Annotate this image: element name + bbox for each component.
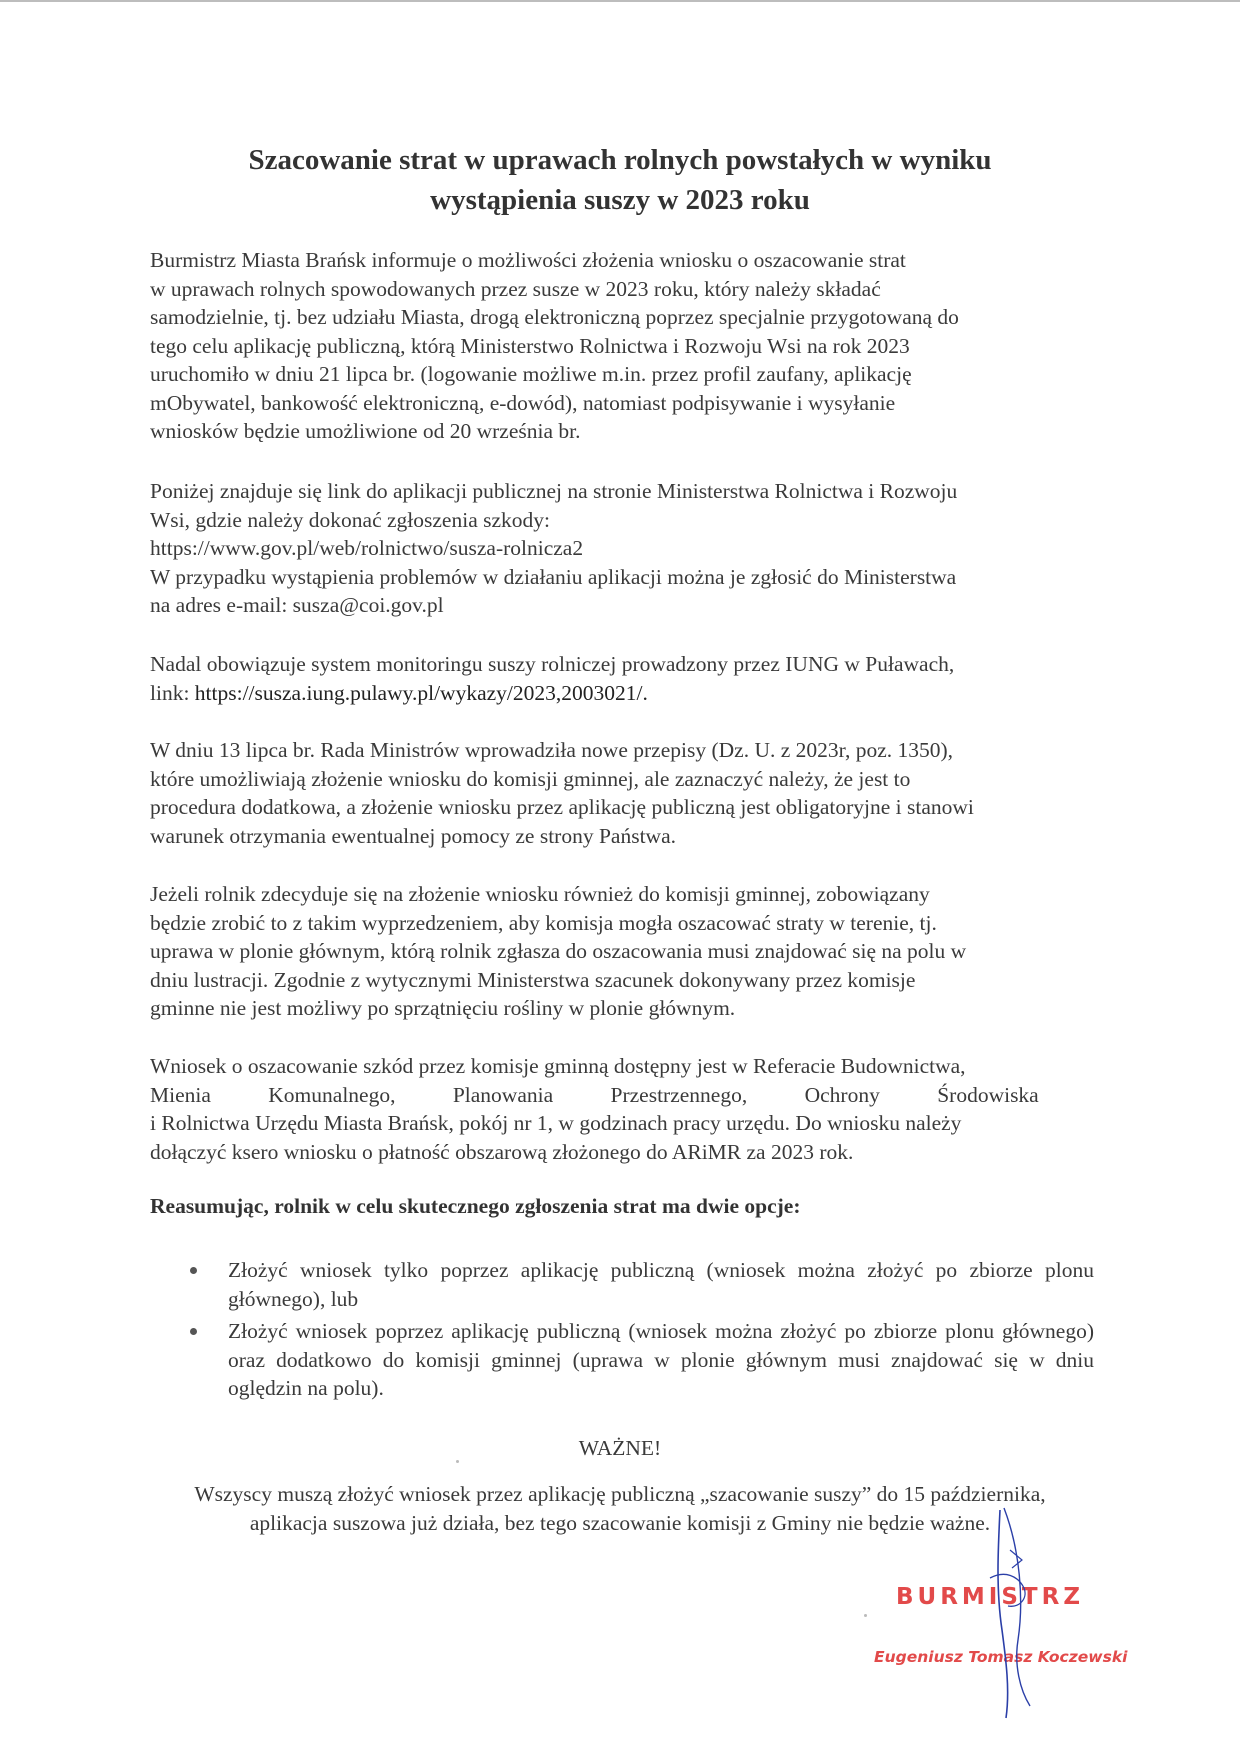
options-list: [190, 1256, 1094, 1407]
title-line-2: wystąpienia suszy w 2023 roku: [430, 184, 810, 216]
option-text: Złożyć wniosek poprzez aplikację publiczną (wniosek można złożyć po zbiorze plonu głównego) oraz dodatkowo do komisji gminnej (uprawa w plonie głównym musi znajdować się w dniu oględzin na polu).: [228, 1319, 1094, 1400]
text-line: wniosków będzie umożliwione od 20 września br.: [150, 419, 581, 443]
text-line: Jeżeli rolnik zdecyduje się na złożenie wniosku również do komisji gminnej, zobowiązany: [150, 882, 930, 906]
text-line: Wsi, gdzie należy dokonać zgłoszenia szkody:: [150, 507, 550, 532]
iung-link[interactable]: https://susza.iung.pulawy.pl/wykazy/2023,2003021/.: [194, 680, 648, 705]
text-line: procedura dodatkowa, a złożenie wniosku przez aplikację publiczną jest obligatoryjne i stanowi: [150, 795, 974, 819]
text-line: uruchomiło w dniu 21 lipca br. (logowanie możliwe m.in. przez profil zaufany, aplikację: [150, 362, 912, 386]
paragraph-regulations: [150, 736, 1110, 850]
bullet-icon: [190, 1328, 197, 1335]
text-line: Poniżej znajduje się link do aplikacji publicznej na stronie Ministerstwa Rolnictwa i Rozwoju: [150, 479, 958, 503]
paragraph-intro: [150, 246, 1110, 446]
paragraph-iung: [150, 650, 1110, 707]
text-line: samodzielnie, tj. bez udziału Miasta, drogą elektroniczną poprzez specjalnie przygotowaną do: [150, 305, 959, 329]
text-line: dołączyć ksero wniosku o płatność obszarową złożonego do ARiMR za 2023 rok.: [150, 1139, 854, 1164]
important-line-1: Wszyscy muszą złożyć wniosek przez aplikację publiczną „szacowanie suszy” do 15 października,: [194, 1482, 1046, 1506]
text-line: [150, 679, 1110, 708]
text-line: w uprawach rolnych spowodowanych przez susze w 2023 roku, który należy składać: [150, 276, 881, 301]
text-line: gminne nie jest możliwy po sprzątnięciu rośliny w plonie głównym.: [150, 996, 736, 1020]
paragraph-form-location: [150, 1052, 1110, 1166]
text-line: które umożliwiają złożenie wniosku do komisji gminnej, ale zaznaczyć należy, że jest to: [150, 766, 911, 791]
handwritten-signature-icon: [960, 1490, 1070, 1720]
important-line-2: aplikacja suszowa już działa, bez tego szacowanie komisji z Gminy nie będzie ważne.: [249, 1511, 991, 1535]
text-line: W dniu 13 lipca br. Rada Ministrów wprowadziła nowe przepisy (Dz. U. z 2023r, poz. 1350),: [150, 738, 954, 762]
summary-heading: Reasumując, rolnik w celu skutecznego zgłoszenia strat ma dwie opcje:: [150, 1194, 801, 1218]
text-line: Burmistrz Miasta Brańsk informuje o możliwości złożenia wniosku o oszacowanie strat: [150, 248, 906, 272]
important-label: WAŻNE!: [578, 1436, 662, 1460]
bullet-icon: [190, 1267, 197, 1274]
scan-speck: [864, 1614, 867, 1617]
option-text: Złożyć wniosek tylko poprzez aplikację publiczną (wniosek można złożyć po zbiorze plonu głównego), lub: [228, 1258, 1094, 1311]
text-line: Mienia Komunalnego, Planowania Przestrzennego, Ochrony Środowiska: [150, 1082, 1039, 1107]
document-title: [150, 140, 1090, 220]
list-item: [190, 1256, 1094, 1313]
text-line: uprawa w plonie głównym, którą rolnik zgłasza do oszacowania musi znajdować się na polu w: [150, 939, 967, 963]
gov-link[interactable]: https://www.gov.pl/web/rolnictwo/susza-rolnicza2: [150, 536, 584, 560]
link-prefix: link:: [150, 680, 195, 705]
title-line-1: Szacowanie strat w uprawach rolnych powstałych w wyniku: [248, 144, 992, 176]
stamp-name: Eugeniusz Tomasz Koczewski: [874, 1648, 1128, 1666]
stamp-title: BURMISTRZ: [896, 1584, 1085, 1610]
text-line: Nadal obowiązuje system monitoringu suszy rolniczej prowadzony przez IUNG w Puławach,: [150, 652, 955, 676]
list-item: [190, 1317, 1094, 1403]
text-line: będzie zrobić to z takim wyprzedzeniem, aby komisja mogła oszacować straty w terenie, tj.: [150, 910, 937, 935]
scan-top-edge: [0, 0, 1240, 2]
text-line: tego celu aplikację publiczną, którą Ministerstwo Rolnictwa i Rozwoju Wsi na rok 2023: [150, 333, 910, 358]
text-line: W przypadku wystąpienia problemów w działaniu aplikacji można je zgłosić do Ministerstwa: [150, 564, 957, 589]
text-line: mObywatel, bankowość elektroniczną, e-dowód), natomiast podpisywanie i wysyłanie: [150, 390, 896, 415]
text-line: dniu lustracji. Zgodnie z wytycznymi Ministerstwa szacunek dokonywany przez komisje: [150, 967, 916, 992]
email-line[interactable]: na adres e-mail: susza@coi.gov.pl: [150, 593, 444, 617]
text-line: i Rolnictwa Urzędu Miasta Brańsk, pokój nr 1, w godzinach pracy urzędu. Do wniosku należy: [150, 1111, 962, 1135]
text-line: Wniosek o oszacowanie szkód przez komisje gminną dostępny jest w Referacie Budownictwa,: [150, 1054, 966, 1078]
text-line: warunek otrzymania ewentualnej pomocy ze strony Państwa.: [150, 823, 676, 848]
paragraph-app-link: [150, 477, 1110, 620]
scan-speck: [456, 1460, 459, 1463]
paragraph-commission: [150, 880, 1110, 1023]
